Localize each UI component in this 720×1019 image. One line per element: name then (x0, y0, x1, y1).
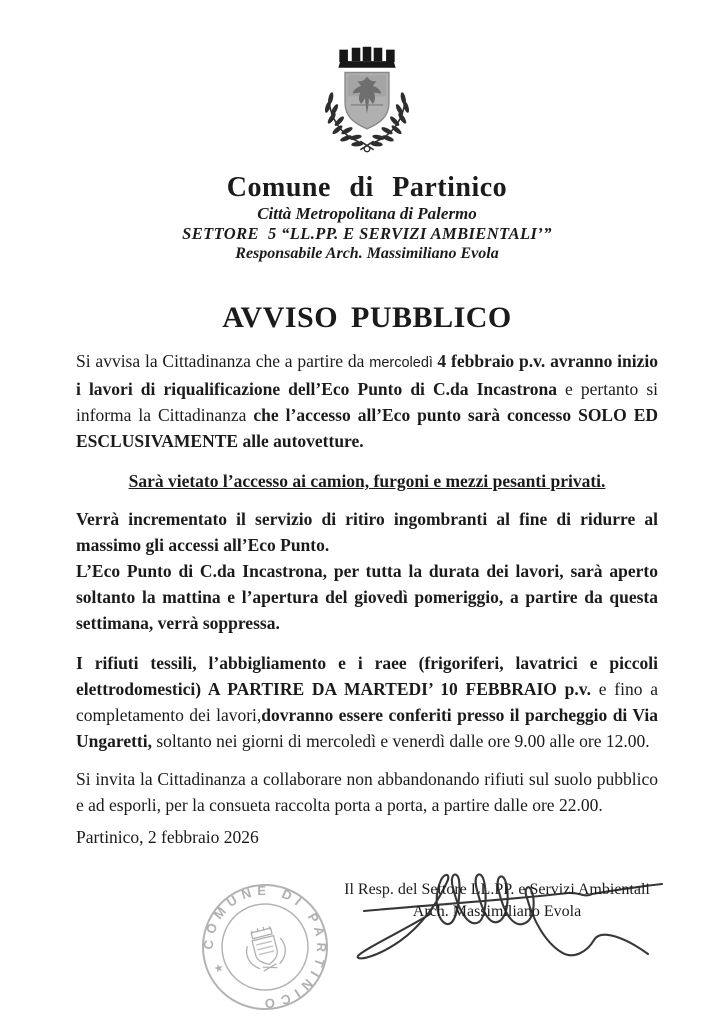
municipal-coat-of-arms-icon (305, 42, 429, 166)
responsible-line: Responsabile Arch. Massimiliano Evola (235, 245, 499, 262)
municipality-name: Comune di Partinico (226, 172, 508, 203)
text-run: soltanto nei giorni di mercoledì e venerdì dalle ore 9.00 alle ore 12.00. (151, 731, 650, 751)
text-run: e pertanto si informa la Cittadinanza (76, 379, 658, 425)
crown-icon (338, 47, 395, 68)
handwritten-signature (328, 864, 672, 978)
stamp-center-crest (241, 923, 289, 974)
signature-name: Arch. Massimiliano Evola (412, 903, 582, 920)
stamp-star-icon: ★ (212, 960, 226, 976)
paragraph-works-start (76, 348, 658, 454)
text-run: e fino a completamento dei lavori, (76, 679, 658, 725)
signature-role: Il Resp. del Settore LL.PP. e Servizi Ambientali (344, 881, 650, 898)
paragraph-textile-raee (76, 650, 658, 754)
text-run: Si avvisa la Cittadinanza che a partire da (76, 351, 370, 371)
department-line: SETTORE 5 “LL.PP. E SERVIZI AMBIENTALI’” (182, 224, 552, 243)
text-run: che l’accesso all’Eco punto sarà concesso SOLO ED ESCLUSIVAMENTE alle autovetture. (76, 405, 659, 451)
paragraph-bulky-waste-service: Verrà incrementato il servizio di ritiro ingombranti al fine di ridurre al massimo gli accessi all’Eco Punto. (76, 509, 658, 555)
municipal-round-stamp (184, 866, 346, 1019)
text-run: dovranno essere conferiti presso il parcheggio di Via Ungaretti, (76, 705, 658, 751)
text-run: 4 febbraio p.v. avranno inizio i lavori di riqualificazione dell’Eco Punto di C.da Incastrona (76, 351, 658, 399)
notice-title: AVVISO PUBBLICO (222, 301, 512, 334)
paragraph-opening-hours: L’Eco Punto di C.da Incastrona, per tutta la durata dei lavori, sarà aperto soltanto la mattina e l’apertura del giovedì pomeriggio, a partire da questa settimana, verrà soppressa. (76, 561, 658, 633)
text-run: mercoledì (369, 355, 438, 371)
place-and-date: Partinico, 2 febbraio 2026 (76, 827, 259, 847)
metropolitan-city-line: Città Metropolitana di Palermo (257, 204, 477, 223)
stamp-ring-text: COMUNE DI PARTINICO (200, 882, 330, 1012)
letterhead (76, 42, 658, 263)
paragraph-access-forbidden: Sarà vietato l’accesso ai camion, furgoni e mezzi pesanti privati. (128, 471, 606, 491)
text-run: I rifiuti tessili, l’abbigliamento e i raee (frigoriferi, lavatrici e piccoli elettrodomestici) A PARTIRE DA MARTEDI’ 10 FEBBRAIO p.v. (76, 653, 658, 699)
paragraph-citizens-invitation: Si invita la Cittadinanza a collaborare non abbandonando rifiuti sul suolo pubblico e ad esporli, per la consueta raccolta porta a porta, a partire dalle ore 22.00. (76, 769, 658, 815)
notice-body (76, 348, 658, 850)
